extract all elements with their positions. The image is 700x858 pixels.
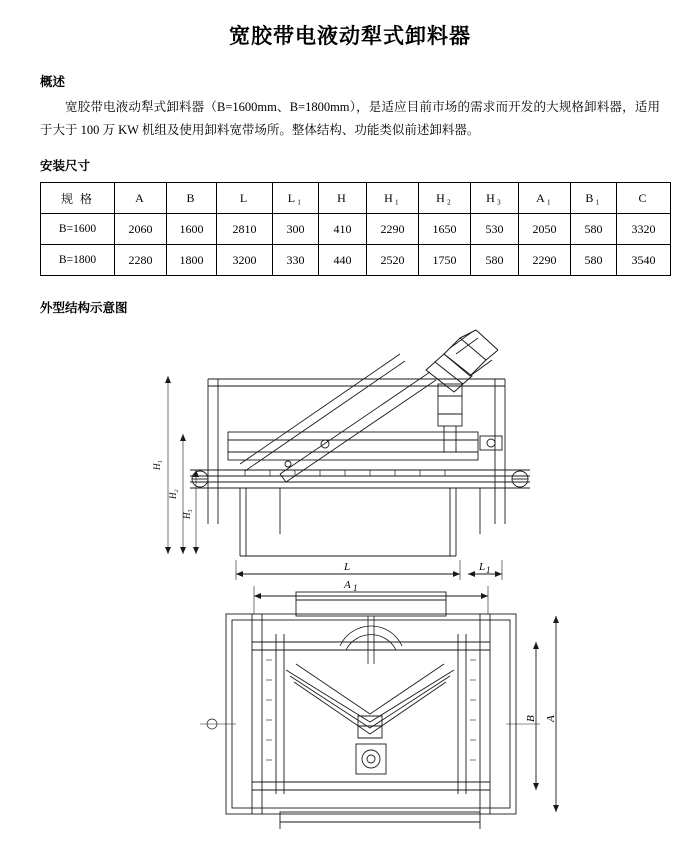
figure-heading: 外型结构示意图 xyxy=(40,301,128,316)
table-cell: 2520 xyxy=(367,245,419,276)
table-header-cell: L₁ xyxy=(273,183,319,214)
table-header-cell: H xyxy=(319,183,367,214)
table-cell: 530 xyxy=(471,214,519,245)
table-header-cell: C xyxy=(617,183,671,214)
spec-heading: 安装尺寸 xyxy=(40,159,91,174)
label-B1: A xyxy=(545,715,557,723)
table-row xyxy=(41,214,671,245)
overview-paragraph: 宽胶带电液动犁式卸料器（B=1600mm、B=1800mm），是适应目前市场的需求而开发的大规格卸料器，适用于大于 100 万 KW 机组及使用卸料宽带场所。整体结构、功能类似前述卸料器。 xyxy=(40,100,660,138)
table-header-cell: A₁ xyxy=(519,183,571,214)
table-cell: 580 xyxy=(571,214,617,245)
table-cell: 2810 xyxy=(217,214,273,245)
table-cell: 2050 xyxy=(519,214,571,245)
svg-text:1: 1 xyxy=(353,583,358,594)
table-header-cell: 规 格 xyxy=(41,183,115,214)
table-cell: 2280 xyxy=(115,245,167,276)
table-header-cell: H₂ xyxy=(419,183,471,214)
page-title: 宽胶带电液动犁式卸料器 xyxy=(229,24,471,48)
table-cell: 410 xyxy=(319,214,367,245)
table-cell: 3540 xyxy=(617,245,671,276)
table-header-cell: L xyxy=(217,183,273,214)
label-H1: H₁ xyxy=(152,460,162,471)
table-cell: 2060 xyxy=(115,214,167,245)
table-cell: 580 xyxy=(471,245,519,276)
label-L: L xyxy=(344,561,351,574)
table-cell: 330 xyxy=(273,245,319,276)
dimensions-table xyxy=(40,182,671,276)
label-A1: A xyxy=(344,579,351,592)
table-header-row xyxy=(41,183,671,214)
table-header-cell: B₁ xyxy=(571,183,617,214)
label-B: B xyxy=(525,715,537,723)
table-cell: 3200 xyxy=(217,245,273,276)
svg-text:1: 1 xyxy=(486,565,491,576)
table-cell: 300 xyxy=(273,214,319,245)
label-L1: L xyxy=(479,561,486,574)
label-H3: H₃ xyxy=(182,509,192,520)
table-cell: B=1600 xyxy=(41,214,115,245)
table-cell: 1800 xyxy=(167,245,217,276)
table-cell: 1650 xyxy=(419,214,471,245)
table-cell: 1750 xyxy=(419,245,471,276)
table-header-cell: A xyxy=(115,183,167,214)
table-header-cell: H₃ xyxy=(471,183,519,214)
document-page xyxy=(0,20,700,858)
table-header-cell: H₁ xyxy=(367,183,419,214)
table-cell: 2290 xyxy=(367,214,419,245)
table-cell: 2290 xyxy=(519,245,571,276)
table-cell: 580 xyxy=(571,245,617,276)
table-cell: 440 xyxy=(319,245,367,276)
table-cell: 1600 xyxy=(167,214,217,245)
table-cell: 3320 xyxy=(617,214,671,245)
overview-heading: 概述 xyxy=(40,75,66,89)
table-cell: B=1800 xyxy=(41,245,115,276)
table-row xyxy=(41,245,671,276)
label-H2: H₂ xyxy=(168,489,178,500)
table-header-cell: B xyxy=(167,183,217,214)
technical-drawing xyxy=(40,324,660,834)
